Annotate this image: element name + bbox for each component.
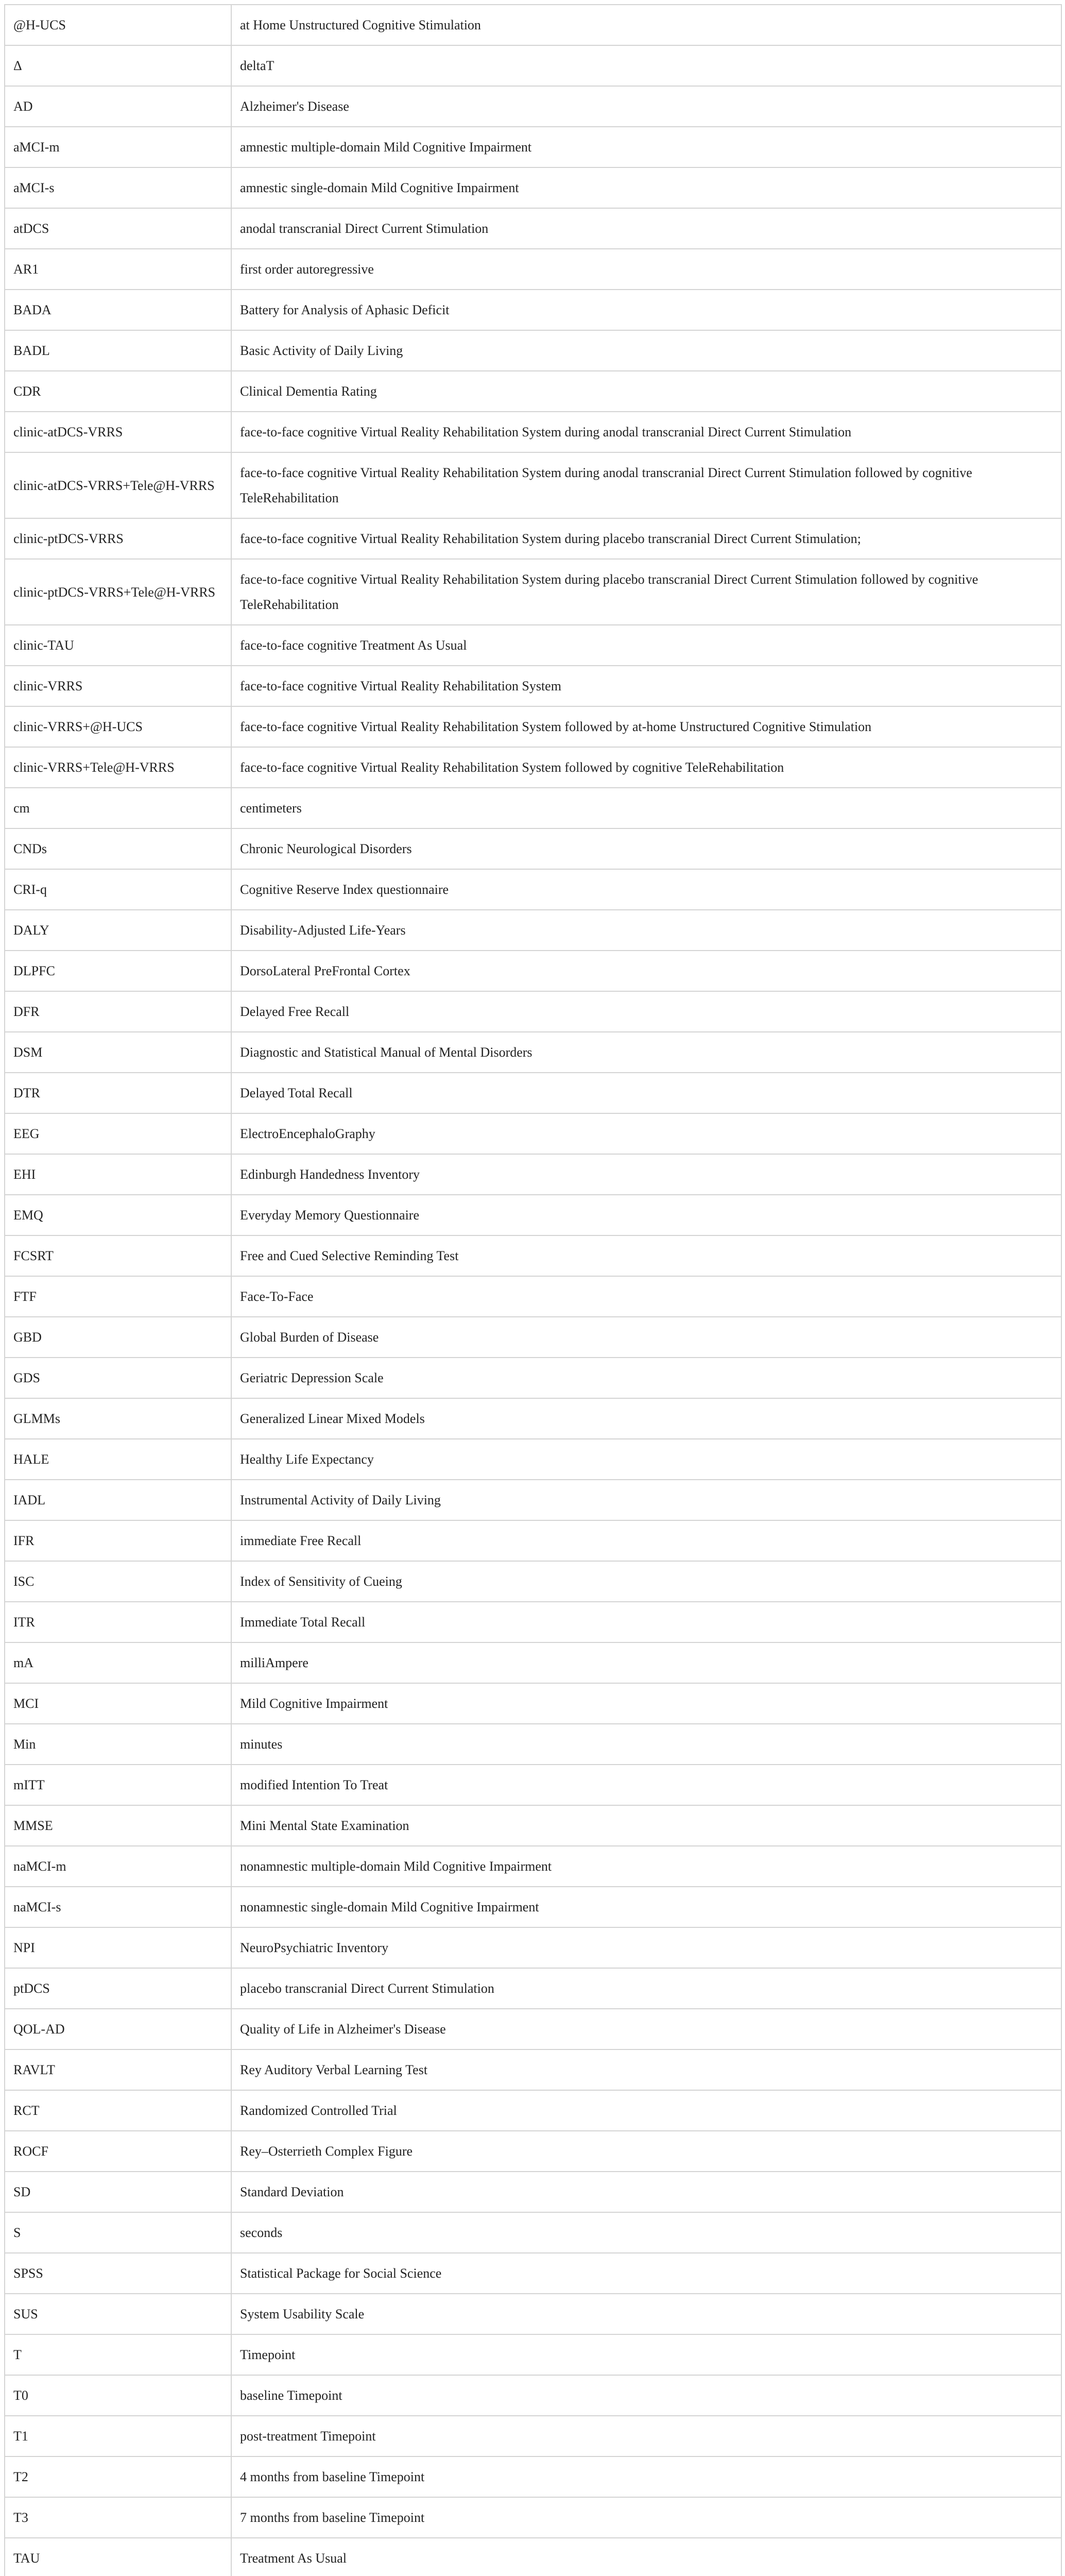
table-row: [5, 1765, 1061, 1805]
table-row: [5, 1887, 1061, 1927]
definition-cell: amnestic single-domain Mild Cognitive Impairment: [231, 167, 1061, 208]
table-row: [5, 991, 1061, 1032]
definition-cell: first order autoregressive: [231, 249, 1061, 290]
definition-cell: Generalized Linear Mixed Models: [231, 1398, 1061, 1439]
abbreviation-cell: IADL: [5, 1480, 231, 1520]
table-row: [5, 86, 1061, 127]
definition-cell: face-to-face cognitive Virtual Reality Rehabilitation System during placebo transcranial Direct Current Stimulation followed by cognitive TeleRehabilitation: [231, 559, 1061, 625]
table-row: [5, 1642, 1061, 1683]
definition-cell: seconds: [231, 2212, 1061, 2253]
table-row: [5, 167, 1061, 208]
definition-cell: anodal transcranial Direct Current Stimulation: [231, 208, 1061, 249]
abbreviations-table: [4, 4, 1062, 2576]
abbreviation-cell: CRI-q: [5, 869, 231, 910]
definition-cell: ElectroEncephaloGraphy: [231, 1113, 1061, 1154]
table-row: [5, 45, 1061, 86]
abbreviation-cell: mITT: [5, 1765, 231, 1805]
table-row: [5, 1276, 1061, 1317]
definition-cell: minutes: [231, 1724, 1061, 1765]
table-row: [5, 666, 1061, 706]
table-row: [5, 1724, 1061, 1765]
definition-cell: Instrumental Activity of Daily Living: [231, 1480, 1061, 1520]
definition-cell: Delayed Free Recall: [231, 991, 1061, 1032]
definition-cell: Immediate Total Recall: [231, 1602, 1061, 1642]
definition-cell: Quality of Life in Alzheimer's Disease: [231, 2009, 1061, 2049]
definition-cell: Everyday Memory Questionnaire: [231, 1195, 1061, 1235]
abbreviations-table-container: [4, 4, 1061, 2576]
definition-cell: nonamnestic multiple-domain Mild Cognitive Impairment: [231, 1846, 1061, 1887]
definition-cell: DorsoLateral PreFrontal Cortex: [231, 951, 1061, 991]
abbreviation-cell: clinic-atDCS-VRRS+Tele@H-VRRS: [5, 452, 231, 518]
abbreviation-cell: aMCI-m: [5, 127, 231, 167]
table-row: [5, 1927, 1061, 1968]
definition-cell: Mild Cognitive Impairment: [231, 1683, 1061, 1724]
table-row: [5, 559, 1061, 625]
definition-cell: post-treatment Timepoint: [231, 2416, 1061, 2456]
abbreviation-cell: clinic-VRRS+Tele@H-VRRS: [5, 747, 231, 788]
table-row: [5, 1317, 1061, 1358]
abbreviation-cell: naMCI-s: [5, 1887, 231, 1927]
definition-cell: Geriatric Depression Scale: [231, 1358, 1061, 1398]
table-row: [5, 249, 1061, 290]
abbreviation-cell: ITR: [5, 1602, 231, 1642]
table-row: [5, 910, 1061, 951]
definition-cell: 7 months from baseline Timepoint: [231, 2497, 1061, 2538]
definition-cell: immediate Free Recall: [231, 1520, 1061, 1561]
definition-cell: Face-To-Face: [231, 1276, 1061, 1317]
definition-cell: face-to-face cognitive Virtual Reality Rehabilitation System during placebo transcranial Direct Current Stimulation;: [231, 518, 1061, 559]
table-row: [5, 1398, 1061, 1439]
table-row: [5, 828, 1061, 869]
definition-cell: Clinical Dementia Rating: [231, 371, 1061, 412]
definition-cell: centimeters: [231, 788, 1061, 828]
table-row: [5, 208, 1061, 249]
abbreviation-cell: DTR: [5, 1073, 231, 1113]
abbreviation-cell: clinic-atDCS-VRRS: [5, 412, 231, 452]
table-row: [5, 1805, 1061, 1846]
definition-cell: Timepoint: [231, 2334, 1061, 2375]
abbreviation-cell: T3: [5, 2497, 231, 2538]
table-row: [5, 1602, 1061, 1642]
table-row: [5, 2538, 1061, 2576]
table-row: [5, 1439, 1061, 1480]
abbreviation-cell: FTF: [5, 1276, 231, 1317]
abbreviation-cell: clinic-VRRS: [5, 666, 231, 706]
table-row: [5, 2253, 1061, 2294]
abbreviation-cell: BADA: [5, 290, 231, 330]
definition-cell: Standard Deviation: [231, 2172, 1061, 2212]
abbreviation-cell: MCI: [5, 1683, 231, 1724]
table-row: [5, 371, 1061, 412]
abbreviation-cell: aMCI-s: [5, 167, 231, 208]
table-row: [5, 2131, 1061, 2172]
abbreviation-cell: AR1: [5, 249, 231, 290]
abbreviation-cell: HALE: [5, 1439, 231, 1480]
abbreviation-cell: T2: [5, 2456, 231, 2497]
abbreviation-cell: IFR: [5, 1520, 231, 1561]
definition-cell: face-to-face cognitive Virtual Reality Rehabilitation System followed by at-home Unstructured Cognitive Stimulation: [231, 706, 1061, 747]
definition-cell: Global Burden of Disease: [231, 1317, 1061, 1358]
table-row: [5, 2049, 1061, 2090]
table-row: [5, 127, 1061, 167]
abbreviation-cell: Δ: [5, 45, 231, 86]
abbreviation-cell: GBD: [5, 1317, 231, 1358]
table-row: [5, 1520, 1061, 1561]
abbreviation-cell: T0: [5, 2375, 231, 2416]
table-row: [5, 2497, 1061, 2538]
table-row: [5, 2334, 1061, 2375]
definition-cell: face-to-face cognitive Virtual Reality Rehabilitation System: [231, 666, 1061, 706]
abbreviation-cell: @H-UCS: [5, 5, 231, 45]
definition-cell: Treatment As Usual: [231, 2538, 1061, 2576]
table-row: [5, 290, 1061, 330]
abbreviations-table-body: [5, 5, 1061, 2576]
abbreviation-cell: clinic-TAU: [5, 625, 231, 666]
abbreviation-cell: DALY: [5, 910, 231, 951]
definition-cell: NeuroPsychiatric Inventory: [231, 1927, 1061, 1968]
table-row: [5, 1195, 1061, 1235]
definition-cell: face-to-face cognitive Virtual Reality Rehabilitation System during anodal transcranial Direct Current Stimulation followed by cognitive TeleRehabilitation: [231, 452, 1061, 518]
abbreviation-cell: BADL: [5, 330, 231, 371]
definition-cell: System Usability Scale: [231, 2294, 1061, 2334]
definition-cell: face-to-face cognitive Virtual Reality Rehabilitation System followed by cognitive TeleRehabilitation: [231, 747, 1061, 788]
abbreviation-cell: RAVLT: [5, 2049, 231, 2090]
table-row: [5, 330, 1061, 371]
table-row: [5, 452, 1061, 518]
table-row: [5, 1480, 1061, 1520]
definition-cell: Alzheimer's Disease: [231, 86, 1061, 127]
abbreviation-cell: CNDs: [5, 828, 231, 869]
abbreviation-cell: SD: [5, 2172, 231, 2212]
definition-cell: Edinburgh Handedness Inventory: [231, 1154, 1061, 1195]
abbreviation-cell: RCT: [5, 2090, 231, 2131]
abbreviation-cell: MMSE: [5, 1805, 231, 1846]
abbreviation-cell: CDR: [5, 371, 231, 412]
table-row: [5, 518, 1061, 559]
table-row: [5, 2090, 1061, 2131]
abbreviation-cell: SUS: [5, 2294, 231, 2334]
table-row: [5, 869, 1061, 910]
abbreviation-cell: mA: [5, 1642, 231, 1683]
definition-cell: Randomized Controlled Trial: [231, 2090, 1061, 2131]
abbreviation-cell: EEG: [5, 1113, 231, 1154]
abbreviation-cell: atDCS: [5, 208, 231, 249]
abbreviation-cell: cm: [5, 788, 231, 828]
table-row: [5, 706, 1061, 747]
definition-cell: nonamnestic single-domain Mild Cognitive Impairment: [231, 1887, 1061, 1927]
definition-cell: Rey Auditory Verbal Learning Test: [231, 2049, 1061, 2090]
definition-cell: Free and Cued Selective Reminding Test: [231, 1235, 1061, 1276]
table-row: [5, 2009, 1061, 2049]
definition-cell: deltaT: [231, 45, 1061, 86]
abbreviation-cell: S: [5, 2212, 231, 2253]
abbreviation-cell: Min: [5, 1724, 231, 1765]
table-row: [5, 1846, 1061, 1887]
table-row: [5, 788, 1061, 828]
table-row: [5, 5, 1061, 45]
table-row: [5, 1154, 1061, 1195]
abbreviation-cell: FCSRT: [5, 1235, 231, 1276]
abbreviation-cell: clinic-ptDCS-VRRS: [5, 518, 231, 559]
table-row: [5, 2375, 1061, 2416]
abbreviation-cell: EHI: [5, 1154, 231, 1195]
table-row: [5, 1683, 1061, 1724]
abbreviation-cell: T1: [5, 2416, 231, 2456]
definition-cell: face-to-face cognitive Virtual Reality Rehabilitation System during anodal transcranial Direct Current Stimulation: [231, 412, 1061, 452]
definition-cell: milliAmpere: [231, 1642, 1061, 1683]
abbreviation-cell: EMQ: [5, 1195, 231, 1235]
table-row: [5, 1235, 1061, 1276]
abbreviation-cell: T: [5, 2334, 231, 2375]
table-row: [5, 412, 1061, 452]
definition-cell: Index of Sensitivity of Cueing: [231, 1561, 1061, 1602]
abbreviation-cell: NPI: [5, 1927, 231, 1968]
definition-cell: Rey–Osterrieth Complex Figure: [231, 2131, 1061, 2172]
table-row: [5, 747, 1061, 788]
table-row: [5, 951, 1061, 991]
abbreviation-cell: AD: [5, 86, 231, 127]
definition-cell: Battery for Analysis of Aphasic Deficit: [231, 290, 1061, 330]
definition-cell: Basic Activity of Daily Living: [231, 330, 1061, 371]
abbreviation-cell: DLPFC: [5, 951, 231, 991]
abbreviation-cell: QOL-AD: [5, 2009, 231, 2049]
abbreviation-cell: SPSS: [5, 2253, 231, 2294]
abbreviation-cell: ptDCS: [5, 1968, 231, 2009]
definition-cell: Cognitive Reserve Index questionnaire: [231, 869, 1061, 910]
abbreviation-cell: ROCF: [5, 2131, 231, 2172]
table-row: [5, 2212, 1061, 2253]
table-row: [5, 2416, 1061, 2456]
definition-cell: Chronic Neurological Disorders: [231, 828, 1061, 869]
abbreviation-cell: GLMMs: [5, 1398, 231, 1439]
abbreviation-cell: TAU: [5, 2538, 231, 2576]
table-row: [5, 1073, 1061, 1113]
definition-cell: Statistical Package for Social Science: [231, 2253, 1061, 2294]
definition-cell: modified Intention To Treat: [231, 1765, 1061, 1805]
definition-cell: Disability-Adjusted Life-Years: [231, 910, 1061, 951]
table-row: [5, 2456, 1061, 2497]
table-row: [5, 2172, 1061, 2212]
table-row: [5, 1968, 1061, 2009]
table-row: [5, 1032, 1061, 1073]
table-row: [5, 625, 1061, 666]
abbreviation-cell: DFR: [5, 991, 231, 1032]
abbreviation-cell: clinic-VRRS+@H-UCS: [5, 706, 231, 747]
definition-cell: at Home Unstructured Cognitive Stimulation: [231, 5, 1061, 45]
definition-cell: baseline Timepoint: [231, 2375, 1061, 2416]
table-row: [5, 2294, 1061, 2334]
definition-cell: Diagnostic and Statistical Manual of Mental Disorders: [231, 1032, 1061, 1073]
definition-cell: amnestic multiple-domain Mild Cognitive Impairment: [231, 127, 1061, 167]
definition-cell: Healthy Life Expectancy: [231, 1439, 1061, 1480]
table-row: [5, 1358, 1061, 1398]
abbreviation-cell: naMCI-m: [5, 1846, 231, 1887]
definition-cell: Delayed Total Recall: [231, 1073, 1061, 1113]
table-row: [5, 1113, 1061, 1154]
abbreviation-cell: GDS: [5, 1358, 231, 1398]
definition-cell: Mini Mental State Examination: [231, 1805, 1061, 1846]
definition-cell: face-to-face cognitive Treatment As Usual: [231, 625, 1061, 666]
abbreviation-cell: ISC: [5, 1561, 231, 1602]
abbreviation-cell: clinic-ptDCS-VRRS+Tele@H-VRRS: [5, 559, 231, 625]
definition-cell: placebo transcranial Direct Current Stimulation: [231, 1968, 1061, 2009]
definition-cell: 4 months from baseline Timepoint: [231, 2456, 1061, 2497]
abbreviation-cell: DSM: [5, 1032, 231, 1073]
table-row: [5, 1561, 1061, 1602]
